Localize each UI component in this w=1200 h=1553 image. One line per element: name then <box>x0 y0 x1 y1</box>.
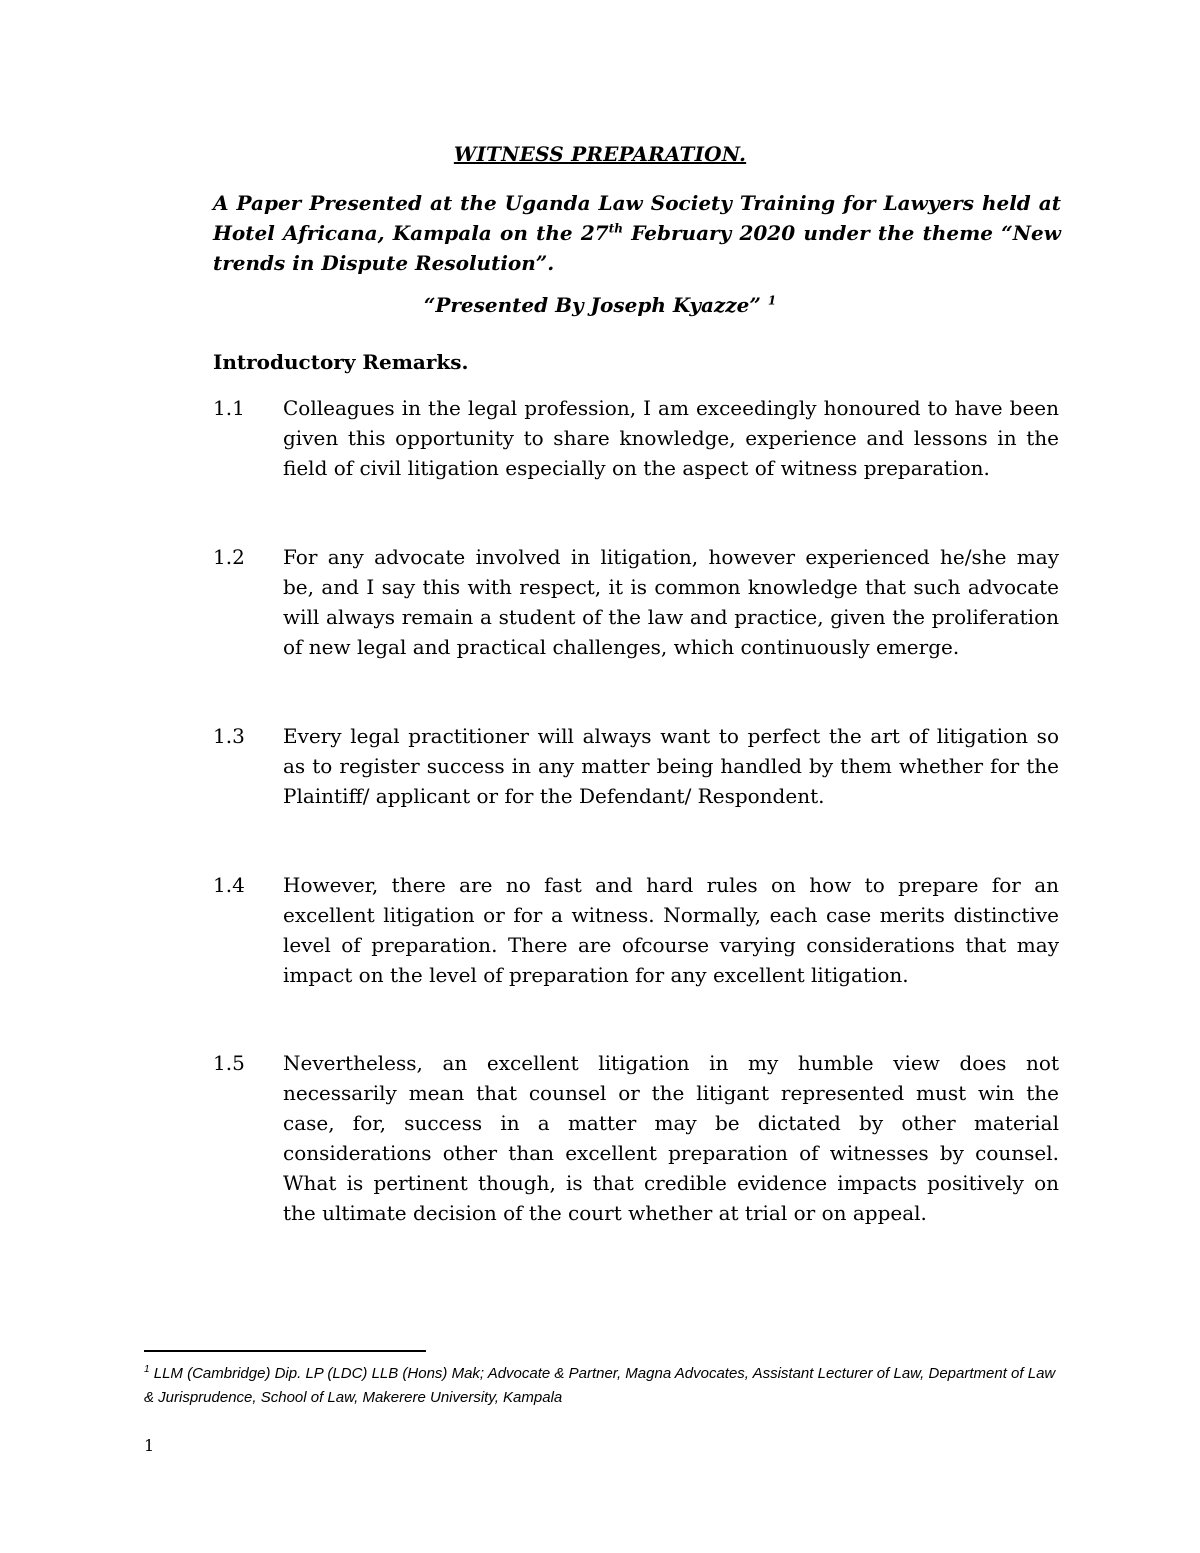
subtitle-ordinal-suffix: th <box>608 221 623 236</box>
paragraph-1-3 <box>213 721 1061 811</box>
presenter-text: “Presented By Joseph Kyazze” <box>423 293 761 317</box>
paragraph-number: 1.5 <box>213 1051 245 1075</box>
paragraph-text: Every legal practitioner will always want to perfect the art of litigation so as to register success in any matter being handled by them whether for the Plaintiff/ applicant or for the Defendant/ Respondent. <box>283 724 1059 808</box>
footnote <box>144 1362 1060 1410</box>
paragraph-1-5 <box>213 1048 1061 1228</box>
paragraph-text: However, there are no fast and hard rules on how to prepare for an excellent litigation or for a witness. Normally, each case merits distinctive level of preparation. There are ofcourse varying considerations that may impact on the level of preparation for any excellent litigation. <box>283 873 1059 987</box>
document-subtitle <box>213 188 1061 278</box>
footnote-text: LLM (Cambridge) Dip. LP (LDC) LLB (Hons) Mak; Advocate & Partner, Magna Advocates, Assistant Lecturer of Law, Department of Law & Jurisprudence, School of Law, Makerere University, Kampala <box>144 1365 1056 1406</box>
footnote-ref-number: 1 <box>144 1364 150 1375</box>
paragraph-1-1 <box>213 393 1061 483</box>
section-heading: Introductory Remarks. <box>213 350 469 374</box>
paragraph-1-2 <box>213 542 1061 662</box>
paragraph-text: Colleagues in the legal profession, I am exceedingly honoured to have been given this opportunity to share knowledge, experience and lessons in the field of civil litigation especially on the aspect of witness preparation. <box>283 396 1059 480</box>
paragraph-number: 1.2 <box>213 545 245 569</box>
footnote-separator <box>144 1350 426 1352</box>
paragraph-number: 1.3 <box>213 724 245 748</box>
paragraph-number: 1.1 <box>213 396 245 420</box>
document-title: WITNESS PREPARATION. <box>453 142 747 166</box>
subtitle-text-start: A Paper Presented at the Uganda Law Society Training for Lawyers held at Hotel Africana, Kampala on the 27 <box>213 191 1061 245</box>
paragraph-1-4 <box>213 870 1061 990</box>
presenter-footnote-ref: 1 <box>767 293 777 308</box>
paragraph-number: 1.4 <box>213 873 245 897</box>
page-number: 1 <box>144 1436 155 1455</box>
paragraph-text: Nevertheless, an excellent litigation in my humble view does not necessarily mean that counsel or the litigant represented must win the case, for, success in a matter may be dictated by other material considerations other than excellent preparation of witnesses by counsel. What is pertinent though, is that credible evidence impacts positively on the ultimate decision of the court whether at trial or on appeal. <box>283 1051 1059 1225</box>
presenter-line <box>0 293 1200 317</box>
subtitle-text-end: February 2020 under the theme “New trends in Dispute Resolution”. <box>213 221 1061 275</box>
paragraph-text: For any advocate involved in litigation, however experienced he/she may be, and I say this with respect, it is common knowledge that such advocate will always remain a student of the law and practice, given the proliferation of new legal and practical challenges, which continuously emerge. <box>283 545 1059 659</box>
